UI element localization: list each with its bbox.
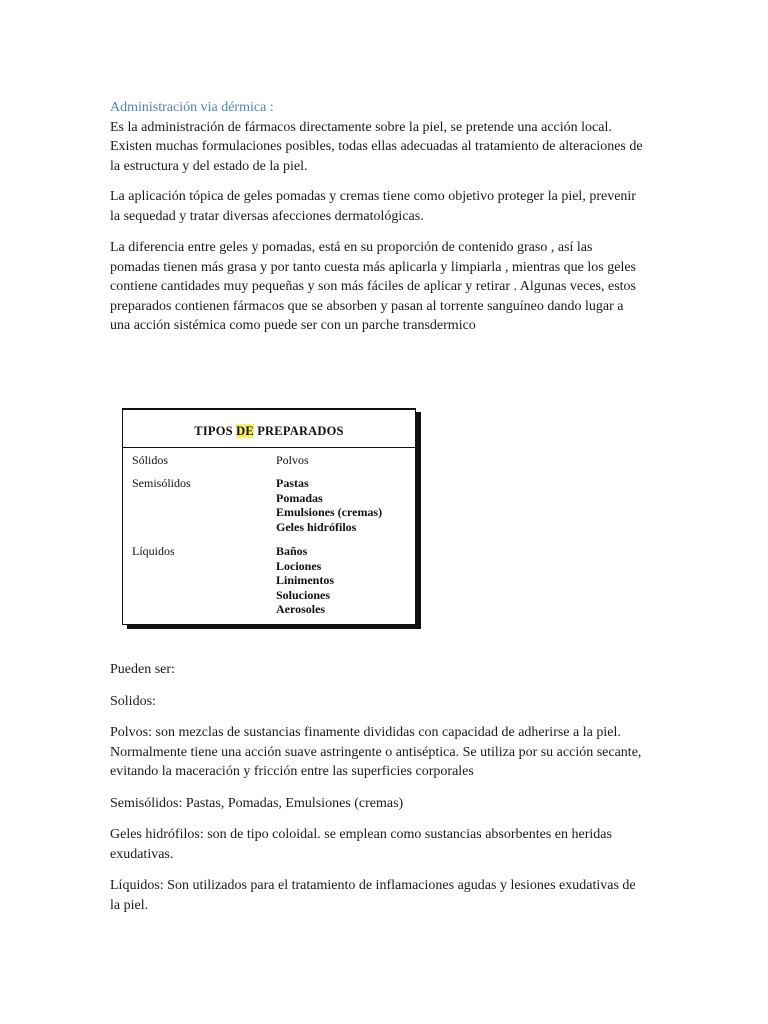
table-items-liquidos	[276, 544, 334, 617]
details-paragraph-3: Polvos: son mezclas de sustancias finamente divididas con capacidad de adherirse a la piel. Normalmente tiene una acción suave astringente o antiséptica. Se utiliza por su acción secante, evitando la maceración y fricción entre las superficies corporales	[110, 725, 642, 779]
table-item: Aerosoles	[276, 602, 326, 617]
table-category-solidos: Sólidos	[132, 453, 169, 467]
table-category-liquidos: Líquidos	[132, 544, 175, 558]
table-divider	[123, 447, 415, 448]
table-item: Lociones	[276, 558, 322, 573]
table-title-highlight: DE	[236, 424, 254, 438]
table-items-solidos	[276, 453, 309, 468]
intro-paragraph-1: Es la administración de fármacos directamente sobre la piel, se pretende una acción local. Existen muchas formulaciones posibles, todas ellas adecuadas al tratamiento de alteraciones de la estructura y del estado de la piel.	[110, 119, 643, 174]
table-category-semisolidos: Semisólidos	[132, 476, 191, 490]
table-item: Emulsiones (cremas)	[276, 505, 383, 520]
table-title-part: TIPOS	[194, 424, 237, 438]
table-item: Linimentos	[276, 573, 335, 588]
table-item: Soluciones	[276, 587, 331, 602]
table-item: Pastas	[276, 476, 309, 490]
details-paragraph-2: Solidos:	[110, 693, 156, 709]
table-item: Pomadas	[276, 490, 323, 505]
table-title	[123, 424, 415, 439]
section-heading: Administración via dérmica :	[110, 100, 274, 115]
details-section	[110, 660, 645, 927]
intro-paragraph-3: La diferencia entre geles y pomadas, está en su proporción de contenido graso , así las pomadas tienen más grasa y por tanto cuesta más aplicarla y limpiarla , mientras que los geles contiene cantidades muy pequeñas y son más fáciles de aplicar y retirar . Algunas veces, estos preparados contienen fármacos que se absorben y pasan al torrente sanguíneo dando lugar a una acción sistémica como puede ser con un parche transdermico	[110, 240, 636, 333]
intro-section	[110, 98, 645, 348]
details-paragraph-4: Semisólidos: Pastas, Pomadas, Emulsiones (cremas)	[110, 795, 404, 811]
table-item: Polvos	[276, 453, 309, 467]
intro-paragraph-2: La aplicación tópica de geles pomadas y cremas tiene como objetivo proteger la piel, prevenir la sequedad y tratar diversas afecciones dermatológicas.	[110, 189, 636, 224]
table-item: Geles hidrófilos	[276, 519, 357, 534]
table-title-part: PREPARADOS	[253, 424, 344, 438]
preparation-types-table	[122, 408, 416, 625]
details-paragraph-1: Pueden ser:	[110, 662, 175, 677]
details-paragraph-5: Geles hidrófilos: son de tipo coloidal. se emplean como sustancias absorbentes en heridas exudativas.	[110, 827, 612, 862]
table-item: Baños	[276, 544, 308, 558]
table-items-semisolidos	[276, 476, 382, 534]
details-paragraph-6: Líquidos: Son utilizados para el tratamiento de inflamaciones agudas y lesiones exudativas de la piel.	[110, 878, 636, 913]
preparation-types-figure	[122, 408, 420, 628]
